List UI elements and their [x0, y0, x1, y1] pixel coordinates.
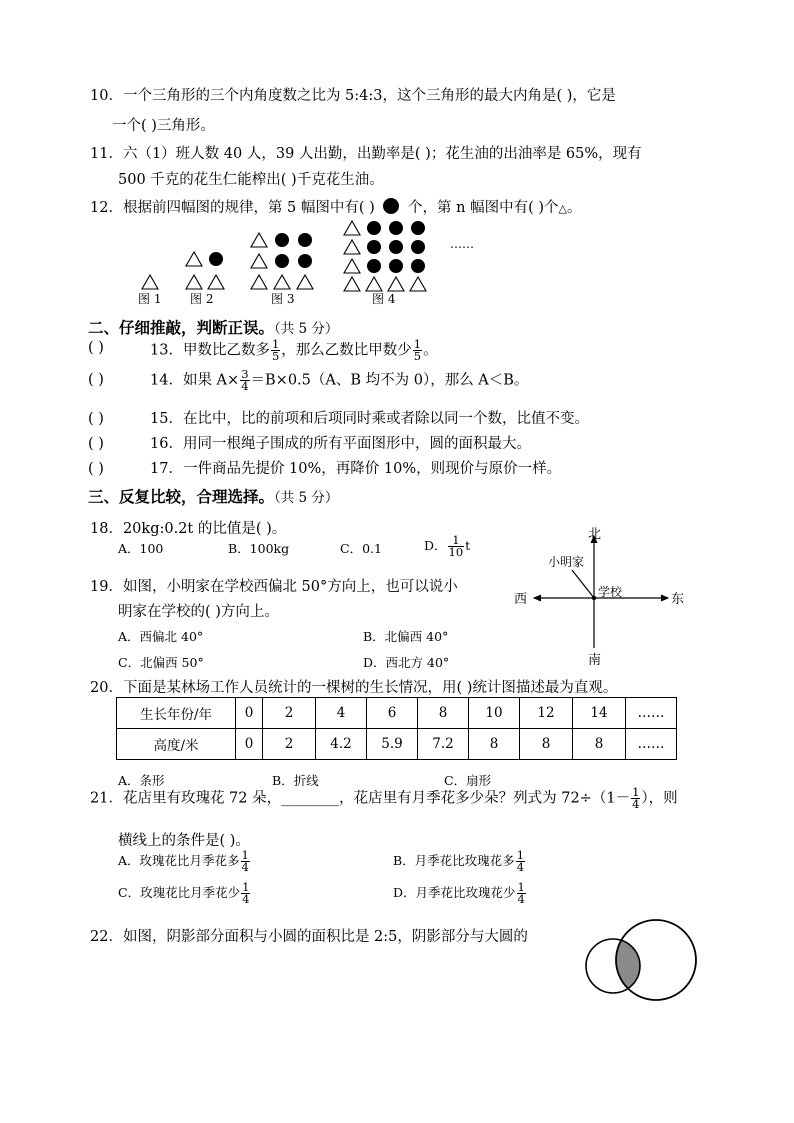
table-cell: 2	[263, 729, 316, 760]
table-cell: 6	[367, 698, 418, 729]
table-cell: 4	[316, 698, 367, 729]
fraction-1-4: $\frac{1}{4}$	[632, 785, 640, 811]
filled-circle-icon	[209, 252, 223, 266]
filled-circle-icon	[275, 254, 289, 268]
fraction-1-10: $\frac{1}{10}$	[448, 533, 464, 559]
q17-paren[interactable]: ( )	[88, 461, 104, 477]
fraction-1-4: $\frac{1}{4}$	[516, 848, 525, 874]
q11-line1: 11．六（1）班人数 40 人，39 人出勤，出勤率是( )；花生油的出油率是 65%，现有	[90, 146, 642, 162]
q16-paren[interactable]: ( )	[88, 436, 104, 452]
q18-option-a[interactable]: A．100	[118, 541, 164, 556]
filled-circle-icon	[367, 240, 381, 254]
filled-circle-icon	[411, 221, 425, 235]
q10-line2: 一个( )三角形。	[112, 118, 215, 134]
caption-fig3: 图 3	[271, 292, 295, 306]
q12-text: 12．根据前四幅图的规律，第 5 幅图中有( ) 个，第 n 幅图中有( )个△。	[90, 200, 582, 216]
table-cell: 14	[573, 698, 626, 729]
triangle-icon	[186, 275, 202, 289]
caption-fig1: 图 1	[138, 292, 162, 306]
triangle-icon	[344, 277, 360, 291]
compass-diagram	[508, 524, 698, 668]
compass-east: 东	[671, 592, 685, 607]
q18-stem: 18．20kg:0.2t 的比值是( )。	[90, 521, 287, 537]
table-row	[117, 729, 677, 760]
section2-title: 二、仔细推敲，判断正误。	[88, 318, 275, 337]
table-cell: ……	[626, 698, 677, 729]
growth-table	[116, 697, 677, 760]
q19-option-b[interactable]: B．北偏西 40°	[363, 629, 449, 644]
triangle-icon	[186, 252, 202, 266]
q20-stem: 20．下面是某林场工作人员统计的一棵树的生长情况，用( )统计图描述最为直观。	[90, 680, 618, 696]
table-cell: 8	[573, 729, 626, 760]
filled-circle-icon	[411, 259, 425, 273]
q19-option-a[interactable]: A．西偏北 40°	[118, 629, 204, 644]
compass-north: 北	[588, 527, 602, 542]
caption-fig4: 图 4	[372, 292, 396, 306]
table-cell: 12	[520, 698, 573, 729]
triangle-icon	[251, 275, 267, 289]
compass-west: 西	[514, 592, 528, 607]
filled-circle-icon	[389, 259, 403, 273]
table-cell: ……	[626, 729, 677, 760]
filled-circle-icon	[275, 233, 289, 247]
table-cell: 8	[469, 729, 520, 760]
fraction-1-5: $\frac{1}{5}$	[413, 337, 422, 363]
q20-option-c[interactable]: C．扇形	[444, 773, 492, 788]
q19-line2: 明家在学校的( )方向上。	[118, 604, 279, 620]
table-cell: 8	[520, 729, 573, 760]
fraction-1-4: $\frac{1}{4}$	[242, 880, 250, 906]
filled-circle-icon	[389, 221, 403, 235]
q18-option-c[interactable]: C．0.1	[340, 541, 382, 556]
q21-option-a[interactable]: A．玫瑰花比月季花多 $\frac{1}{4}$	[118, 848, 249, 874]
triangle-icon	[344, 221, 360, 235]
filled-circle-icon	[389, 240, 403, 254]
table-cell: 8	[418, 698, 469, 729]
triangle-icon	[208, 275, 224, 289]
q19-line1: 19．如图，小明家在学校西偏北 50°方向上，也可以说小	[90, 579, 458, 595]
circles-diagram	[582, 916, 702, 1006]
q17-text: 17．一件商品先提价 10%，再降价 10%，则现价与原价一样。	[150, 461, 562, 477]
triangle-icon	[274, 275, 290, 289]
compass-home-label: 小明家	[548, 555, 585, 569]
q21-option-c[interactable]: C．玫瑰花比月季花少 $\frac{1}{4}$	[118, 880, 250, 906]
table-row	[117, 698, 677, 729]
q22-text: 22．如图，阴影部分面积与小圆的面积比是 2:5，阴影部分与大圆的	[90, 929, 528, 945]
filled-circle-icon	[298, 233, 312, 247]
triangle-icon	[366, 277, 382, 291]
q11-line2: 500 千克的花生仁能榨出( )千克花生油。	[118, 172, 384, 188]
q12-text-b: 个，第 n 幅图中有( )个	[408, 200, 559, 216]
section3-points: （共 5 分）	[274, 490, 339, 506]
q13-text: 13．甲数比乙数多 $\frac{1}{5}$ ，那么乙数比甲数少 $\frac{1}{5}$ 。	[150, 337, 438, 363]
fraction-1-4: $\frac{1}{4}$	[241, 848, 249, 874]
table-cell: 10	[469, 698, 520, 729]
table-cell: 生长年份/年	[117, 698, 236, 729]
triangle-icon	[410, 277, 426, 291]
q18-option-d[interactable]: D． $\frac{1}{10}$ t	[424, 533, 471, 559]
section3-title: 三、反复比较，合理选择。	[88, 487, 275, 506]
filled-circle-icon	[411, 240, 425, 254]
table-cell: 0	[236, 729, 263, 760]
q14-paren[interactable]: ( )	[88, 372, 104, 388]
q12-text-a: 12．根据前四幅图的规律，第 5 幅图中有( )	[90, 200, 375, 216]
q21-line1: 21．花店里有玫瑰花 72 朵，________，花店里有月季花多少朵？列式为 72÷（1－ $\frac{1}{4}$ ），则	[90, 785, 678, 811]
triangle-icon	[344, 259, 360, 273]
q21-line2: 横线上的条件是( )。	[118, 833, 250, 849]
q19-option-d[interactable]: D．西北方 40°	[363, 655, 450, 670]
triangle-glyph: △	[558, 202, 567, 215]
table-cell: 0	[236, 698, 263, 729]
q15-text: 15．在比中，比的前项和后项同时乘或者除以同一个数，比值不变。	[150, 411, 589, 427]
table-cell: 2	[263, 698, 316, 729]
pattern-ellipsis: ……	[450, 237, 474, 251]
section3-heading	[88, 487, 338, 508]
q10-line1: 10．一个三角形的三个内角度数之比为 5:4:3，这个三角形的最大内角是( )，它是	[90, 88, 616, 104]
table-cell: 高度/米	[117, 729, 236, 760]
table-cell: 7.2	[418, 729, 469, 760]
q12-pattern-figure	[130, 214, 480, 310]
filled-circle-icon	[367, 221, 381, 235]
caption-fig2: 图 2	[190, 292, 214, 306]
filled-circle-icon	[383, 198, 399, 214]
compass-south: 南	[588, 653, 602, 668]
fraction-1-4: $\frac{1}{4}$	[517, 880, 525, 906]
triangle-icon	[344, 240, 360, 254]
triangle-icon	[251, 233, 267, 247]
q18-option-b[interactable]: B．100kg	[228, 541, 290, 556]
fraction-1-5: $\frac{1}{5}$	[271, 337, 280, 363]
q14-text: 14．如果 A× $\frac{3}{4}$ ＝B×0.5（A、B 均不为 0），那么 A＜B。	[150, 367, 529, 393]
q19-option-c[interactable]: C．北偏西 50°	[118, 655, 204, 670]
triangle-icon	[297, 275, 313, 289]
q20-option-a[interactable]: A．条形	[118, 773, 165, 788]
table-cell: 5.9	[367, 729, 418, 760]
filled-circle-icon	[298, 254, 312, 268]
section2-points: （共 5 分）	[274, 321, 339, 337]
section2-heading	[88, 318, 338, 339]
triangle-icon	[388, 277, 404, 291]
q20-option-b[interactable]: B．折线	[272, 773, 319, 788]
table-cell: 4.2	[316, 729, 367, 760]
compass-school-label: 学校	[598, 585, 623, 599]
q21-option-d[interactable]: D．月季花比玫瑰花少 $\frac{1}{4}$	[393, 880, 525, 906]
q16-text: 16．用同一根绳子围成的所有平面图形中，圆的面积最大。	[150, 436, 531, 452]
q13-paren[interactable]: ( )	[88, 340, 104, 356]
fraction-3-4: $\frac{3}{4}$	[241, 367, 249, 393]
q21-option-b[interactable]: B．月季花比玫瑰花多 $\frac{1}{4}$	[393, 848, 525, 874]
filled-circle-icon	[367, 259, 381, 273]
triangle-icon	[251, 254, 267, 268]
triangle-icon	[142, 275, 158, 289]
q15-paren[interactable]: ( )	[88, 411, 104, 427]
